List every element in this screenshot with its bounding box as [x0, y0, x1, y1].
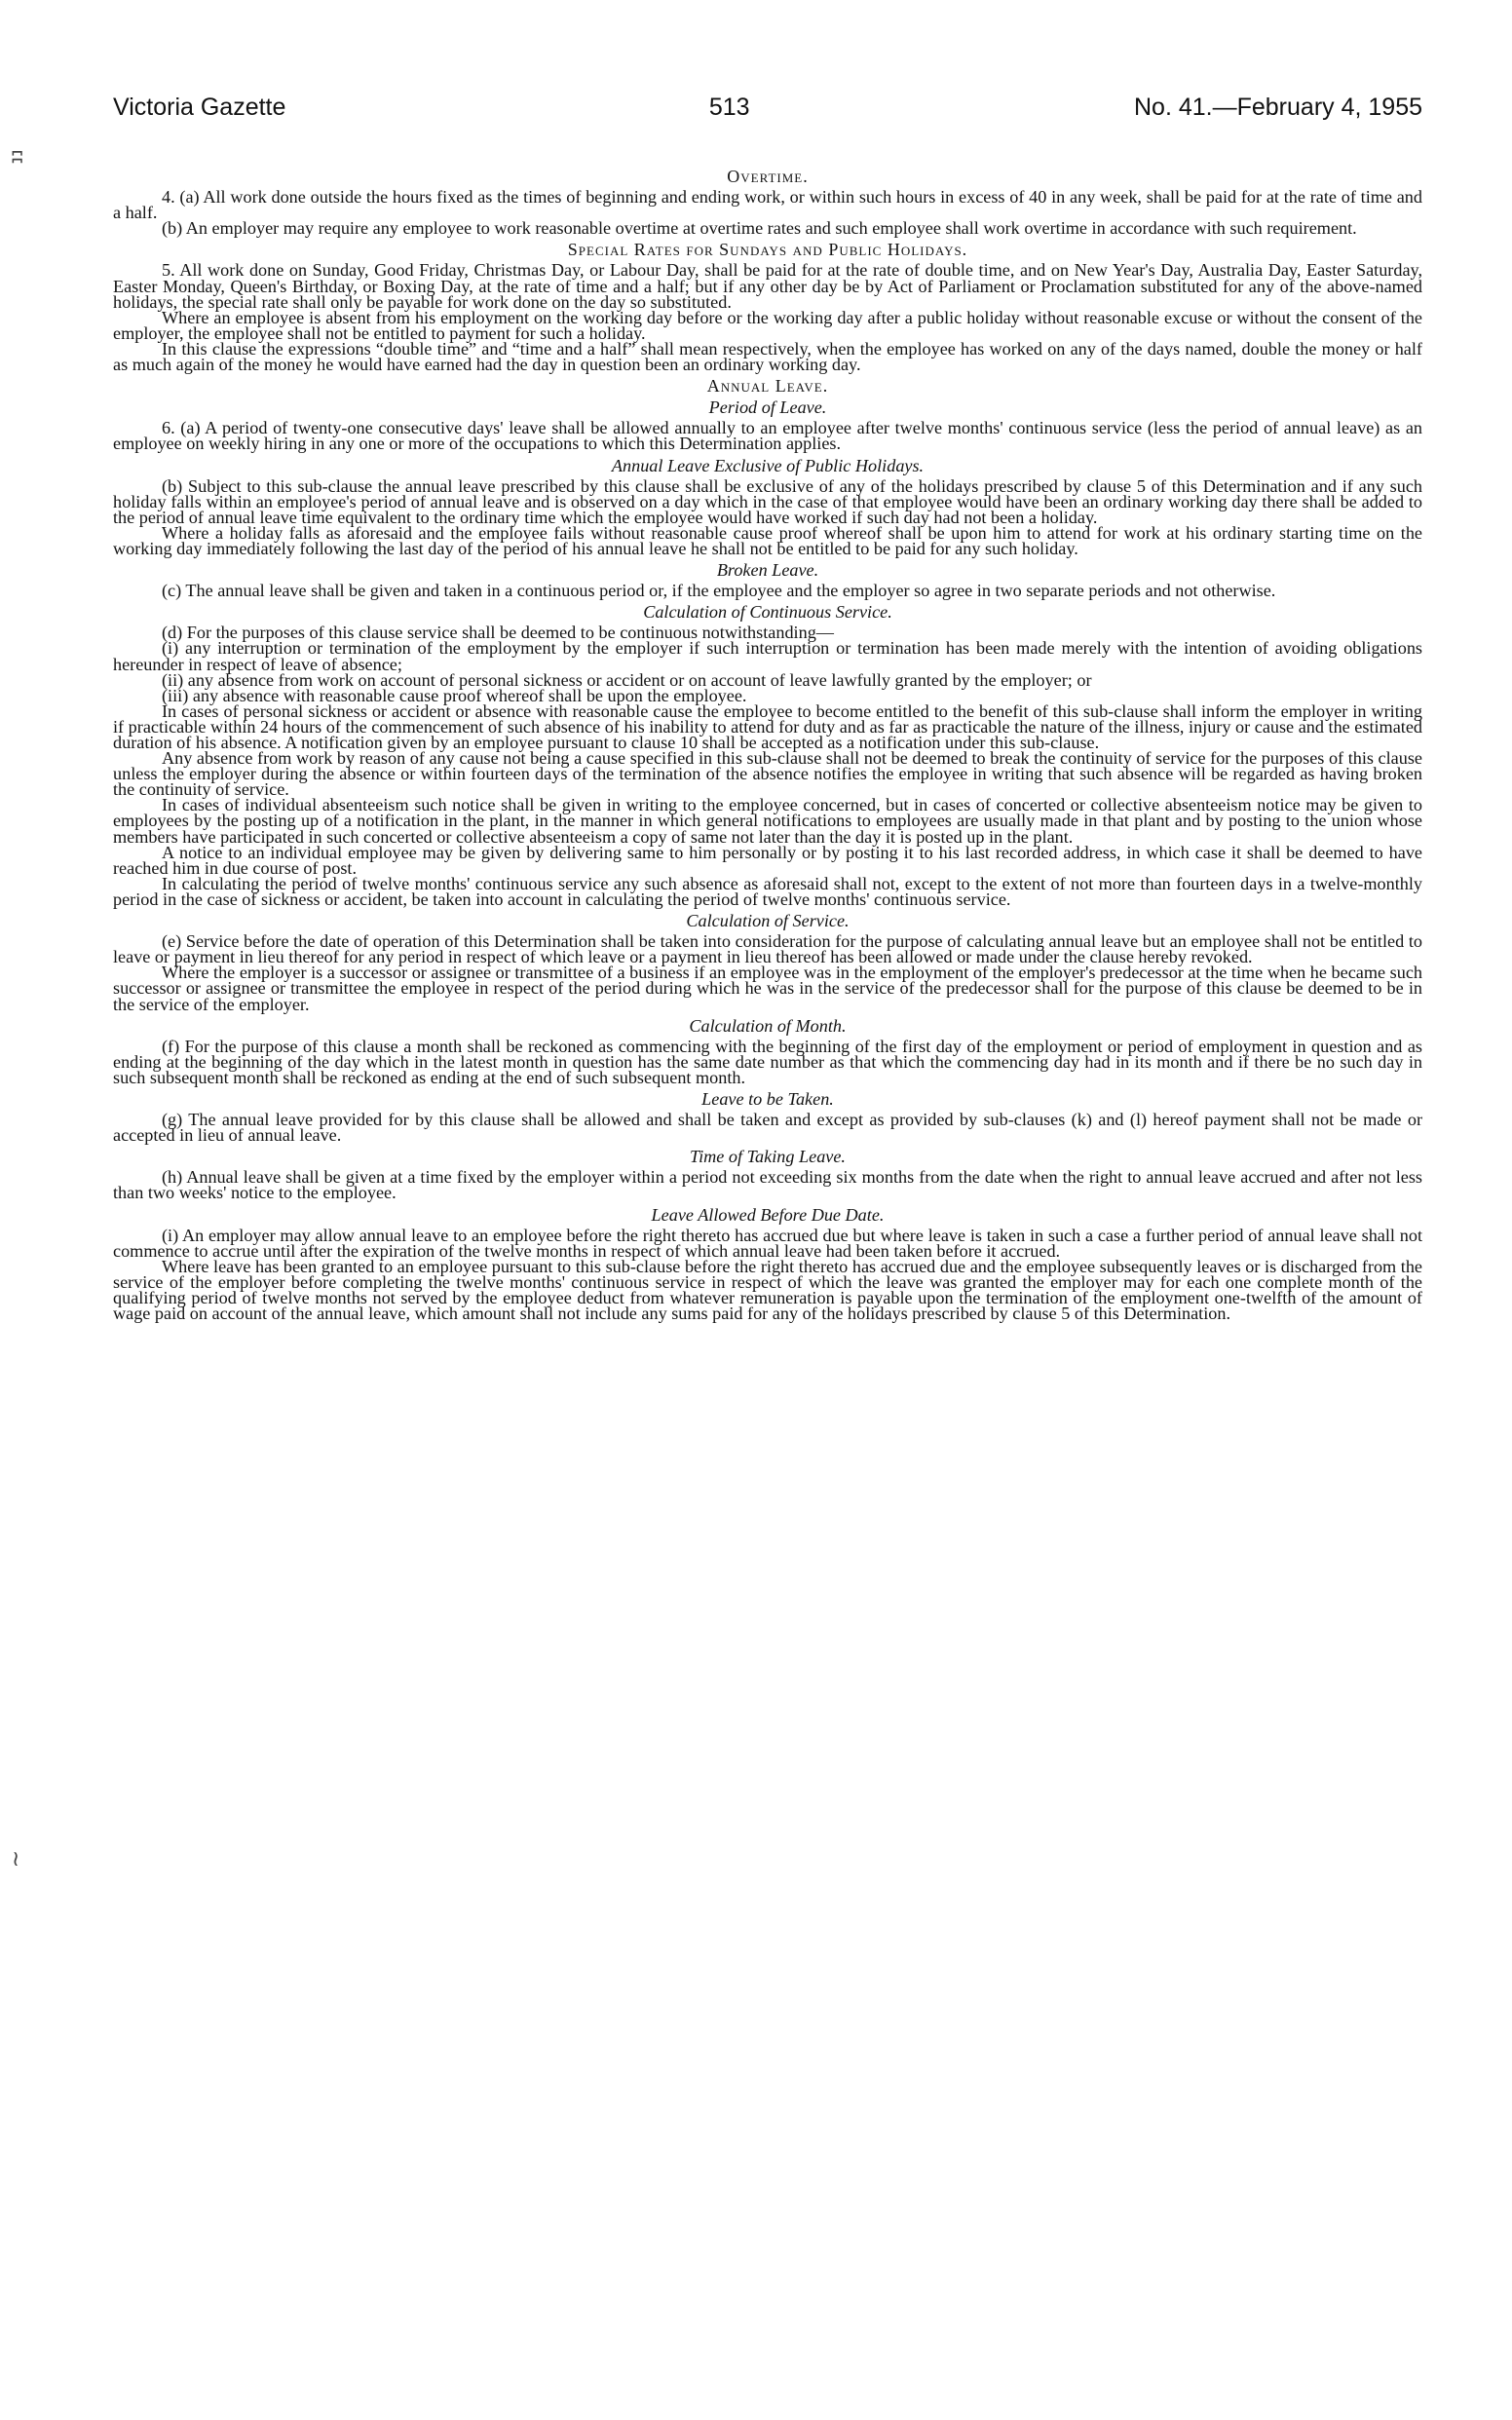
publication-title: Victoria Gazette — [113, 94, 286, 121]
paragraph-6i2: Where leave has been granted to an employee pursuant to this sub-clause before the right thereto has accrued due and the employee subsequently leaves or is discharged from the service of the employer before completing the twelve months' continuous service in respect of which the leave was granted the employer may for each one complete month of the qualifying period of twelve months not served by the employee deduct from whatever remuneration is payable upon the termination of the employment one-twelfth of the amount of wage paid on account of the annual leave, which amount shall not include any sums paid for any of the holidays prescribed by clause 5 of this Determination. — [113, 1256, 1422, 1324]
subheading-month: Calculation of Month. — [689, 1015, 847, 1036]
list-item-ii: (ii) any absence from work on account of personal sickness or accident or on account of leave lawfully granted by the employer; or — [162, 669, 1092, 690]
paragraph-6f: (f) For the purpose of this clause a month shall be reckoned as commencing with the beginning of the first day of the employment or period of employment in question and as ending at the beginning of the day which in the latest month in question has the same date number as that which the commencing day had in its month and if there be no such day in such subsequent month shall be reckoned as ending at the end of such subsequent month. — [113, 1036, 1422, 1087]
heading-special-rates: Special Rates for Sundays and Public Holidays. — [567, 240, 968, 260]
paragraph-6i: (i) An employer may allow annual leave to an employee before the right thereto has accrued due but where leave is taken in such a case a further period of annual leave shall not commence to accrue until after the expiration of the twelve months in respect of which annual leave had been taken before it accrued. — [113, 1225, 1422, 1261]
list-item-i: (i) any interruption or termination of the employment by the employer if such interruption or termination has been made merely with the intention of avoiding obligations hereunder in respect of leave of absence; — [113, 638, 1422, 674]
paragraph-4a: 4. (a) All work done outside the hours fixed as the times of beginning and ending work, or within such hours in excess of 40 in any week, shall be paid for at the rate of time and a half. — [113, 187, 1422, 223]
margin-mark-top: ʭ — [12, 146, 23, 170]
paragraph-6g: (g) The annual leave provided for by this clause shall be allowed and shall be taken and except as provided by sub-clauses (k) and (l) hereof payment shall not be made or accepted in lieu of annual leave. — [113, 1110, 1422, 1146]
page-number: 513 — [708, 94, 750, 121]
subheading-before-due: Leave Allowed Before Due Date. — [651, 1204, 885, 1225]
paragraph-6d6: In calculating the period of twelve months' continuous service any such absence as aforesaid shall not, except to the extent of not more than fourteen days in a twelve-monthly period in the case of sickness or accident, be taken into account in calculating the period of twelve months' continuous service. — [113, 873, 1422, 909]
subheading-broken: Broken Leave. — [716, 560, 819, 581]
subheading-leave-taken: Leave to be Taken. — [701, 1088, 834, 1109]
paragraph-5: 5. All work done on Sunday, Good Friday, Christmas Day, or Labour Day, shall be paid for at the rate of double time, and on New Year's Day, Australia Day, Easter Saturday, Easter Monday, Queen's Birthday, or Boxing Day, at the rate of time and a half; but if any other day be by Act of Parliament or Proclamation substituted for any of the above-named holidays, the special rate shall only be payable for work done on the day so substituted. — [113, 260, 1422, 312]
paragraph-6e2: Where the employer is a successor or assignee or transmittee of a business if an employee was in the employment of the employer's predecessor at the time when he became such successor or assignee or transmittee the employee in respect of the period during which he was in the service of the predecessor shall for the purpose of this clause be deemed to be in the service of the employer. — [113, 963, 1422, 1014]
page-header — [113, 94, 1422, 122]
subheading-exclusive: Annual Leave Exclusive of Public Holidays. — [611, 455, 925, 475]
paragraph-6e: (e) Service before the date of operation of this Determination shall be taken into consideration for the purpose of calculating annual leave but an employee shall not be entitled to leave or payment in lieu thereof for any period in respect of which leave or a payment in lieu thereof has been allowed or made under the clause hereby revoked. — [113, 931, 1422, 967]
heading-annual-leave: Annual Leave. — [706, 376, 829, 397]
paragraph-6d4: In cases of individual absenteeism such notice shall be given in writing to the employee concerned, but in cases of concerted or collective absenteeism notice may be given to employees by the posting up of a notification in the plant, in the manner in which general notifications to employees are usually made in that plant and by posting to the union whose members have participated in such concerted or collective absenteeism a copy of same not later than the day it is posted up in the plant. — [113, 795, 1422, 847]
subheading-time-of-leave: Time of Taking Leave. — [690, 1147, 846, 1167]
list-item-iii: (iii) any absence with reasonable cause proof whereof shall be upon the employee. — [162, 685, 747, 705]
paragraph-6a: 6. (a) A period of twenty-one consecutive days' leave shall be allowed annually to an employee after twelve months' continuous service (less the period of annual leave) as an employee on weekly hiring in any one or more of the occupations to which this Determination applies. — [113, 418, 1422, 454]
paragraph-4b: (b) An employer may require any employee to work reasonable overtime at overtime rates and such employee shall work overtime in accordance with such requirement. — [162, 218, 1357, 239]
subheading-service: Calculation of Service. — [686, 911, 850, 931]
subheading-continuous: Calculation of Continuous Service. — [643, 602, 892, 623]
heading-overtime: Overtime. — [727, 167, 809, 186]
subheading-period: Period of Leave. — [708, 397, 827, 418]
paragraph-6c: (c) The annual leave shall be given and taken in a continuous period or, if the employee and the employer so agree in two separate periods and not otherwise. — [162, 581, 1276, 601]
paragraph-6b: (b) Subject to this sub-clause the annual leave prescribed by this clause shall be exclusive of any of the holidays prescribed by clause 5 of this Determination and if any such holiday falls within an employee's period of annual leave and is observed on a day which in the case of that employee would have been an ordinary working day there shall be added to the period of annual leave time equivalent to the ordinary time which the employee would have worked if such day had not been a holiday. — [113, 475, 1422, 527]
paragraph-6b2: Where a holiday falls as aforesaid and the employee fails without reasonable cause proof whereof shall be upon him to attend for work at his ordinary starting time on the working day immediately following the last day of the period of his annual leave he shall not be entitled to be paid for any such holiday. — [113, 522, 1422, 558]
issue-date: No. 41.—February 4, 1955 — [1134, 94, 1422, 121]
paragraph-6d: (d) For the purposes of this clause service shall be deemed to be continuous notwithstanding— — [162, 623, 834, 643]
paragraph-5c: In this clause the expressions “double time” and “time and a half” shall mean respectively, when the employee has worked on any of the days named, double the money or half as much again of the money he would have earned had the day in question been an ordinary working day. — [113, 338, 1422, 375]
document-body — [113, 167, 1422, 1324]
paragraph-5b: Where an employee is absent from his employment on the working day before or the working day after a public holiday without reasonable excuse or without the consent of the employer, the employee shall not be entitled to payment for such a holiday. — [113, 307, 1422, 343]
paragraph-6h: (h) Annual leave shall be given at a time fixed by the employer within a period not exceeding six months from the date when the right to annual leave accrued and after not less than two weeks' notice to the employee. — [113, 1167, 1422, 1203]
paragraph-6d2: In cases of personal sickness or accident or absence with reasonable cause the employee to become entitled to the benefit of this sub-clause shall inform the employer in writing if practicable within 24 hours of the commencement of such absence of his inability to attend for duty and as far as practicable the nature of the illness, injury or cause and the estimated duration of his absence. A notification given by an employee pursuant to clause 10 shall be accepted as a notification under this sub-clause. — [113, 700, 1422, 752]
paragraph-6d3: Any absence from work by reason of any cause not being a cause specified in this sub-clause shall not be deemed to break the continuity of service for the purposes of this clause unless the employer during the absence or within fourteen days of the termination of the absence notifies the employee in writing that such absence will be regarded as having broken the continuity of service. — [113, 748, 1422, 800]
paragraph-6d5: A notice to an individual employee may be given by delivering same to him personally or by posting it to his last recorded address, in which case it shall be deemed to have reached him in due course of post. — [113, 842, 1422, 878]
margin-mark-bottom: ≀ — [12, 1847, 20, 1872]
